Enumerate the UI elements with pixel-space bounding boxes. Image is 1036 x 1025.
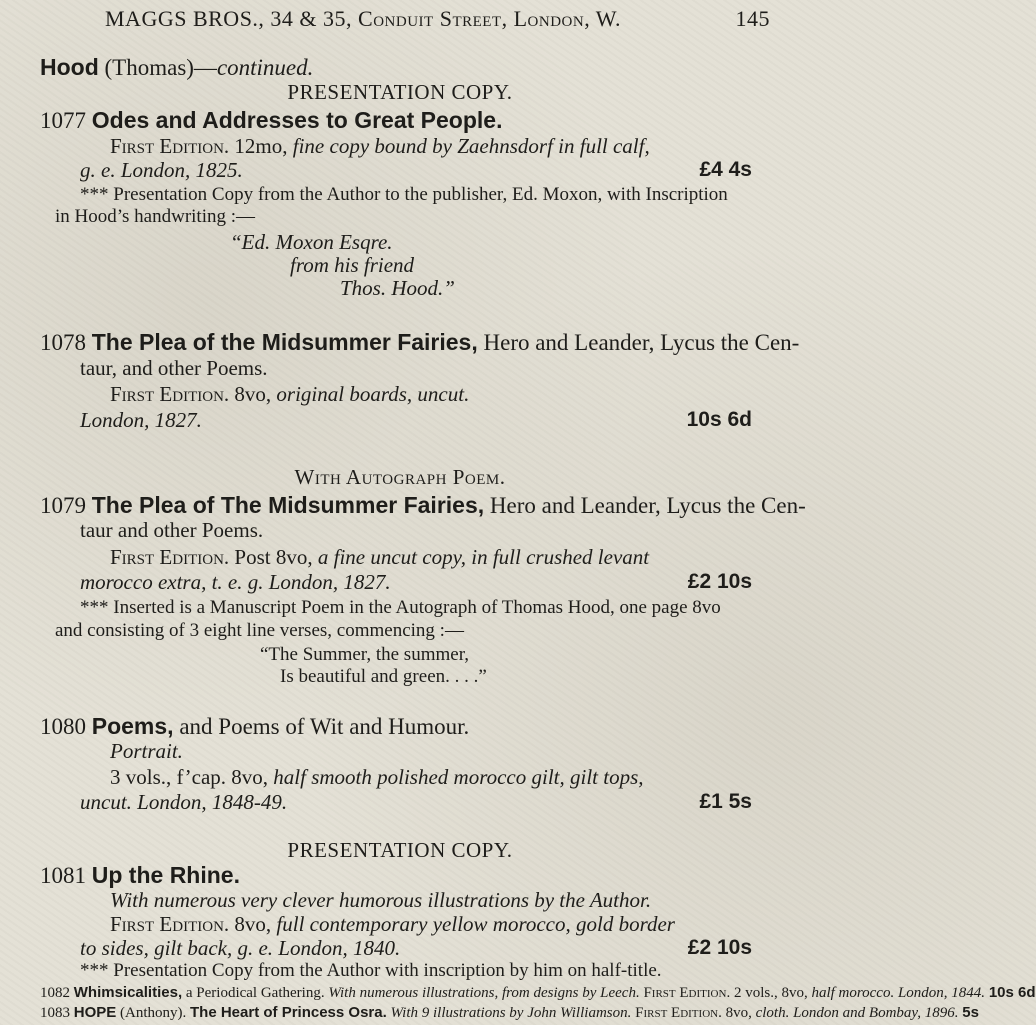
entry-note: *** Presentation Copy from the Author to the publisher, Ed. Moxon, with Inscription <box>80 184 728 205</box>
entry-number: 1082 <box>40 985 70 1001</box>
entry-author: HOPE <box>73 1004 117 1021</box>
label-presentation-copy: PRESENTATION COPY. <box>287 838 513 862</box>
entry-title: The Plea of The Midsummer Fairies, <box>91 492 485 518</box>
entry-number: 1080 <box>40 714 86 739</box>
entry-price: 10s 6d <box>686 408 752 431</box>
entry-heading <box>40 107 502 134</box>
entry-price: £1 5s <box>699 790 752 813</box>
inscription-line: Thos. Hood.” <box>340 276 455 300</box>
entry-number: 1083 <box>40 1005 70 1021</box>
entry-title: Poems, <box>91 713 174 739</box>
entry-line: With 9 illustrations by John Williamson. <box>390 1005 632 1021</box>
entry-line: uncut. London, 1848-49. <box>80 790 288 814</box>
binding-text: half morocco. London, 1844. <box>811 985 986 1001</box>
continued-label: continued. <box>216 55 314 80</box>
author-heading <box>40 54 313 81</box>
entry-title-rest: Hero and Leander, Lycus the Cen- <box>484 493 806 518</box>
edition-label: First Edition. <box>110 134 230 158</box>
format-text: 8vo, <box>229 912 277 936</box>
entry-line <box>110 545 649 570</box>
entry-heading <box>40 492 806 519</box>
page-number: 145 <box>735 6 770 31</box>
entry-price: £2 10s <box>687 570 752 593</box>
label-with-autograph: With Autograph Poem. <box>294 465 506 489</box>
entry-title-rest: and Poems of Wit and Humour. <box>173 714 470 739</box>
label-presentation-copy: PRESENTATION COPY. <box>287 80 513 104</box>
entry-title: The Heart of Princess Osra. <box>190 1004 387 1021</box>
edition-label: First Edition. <box>110 912 230 936</box>
entry-line: morocco extra, t. e. g. London, 1827. <box>80 570 391 594</box>
binding-text: a fine uncut copy, in full crushed levant <box>317 545 650 569</box>
format-text: 8vo, <box>229 382 277 406</box>
edition-label: First Edition. <box>110 382 230 406</box>
entry-line: taur and other Poems. <box>80 518 264 542</box>
header-title: MAGGS BROS., 34 & 35, Conduit Street, London, W. <box>105 6 622 31</box>
entry-number: 1078 <box>40 330 86 355</box>
binding-text: fine copy bound by Zaehnsdorf in full calf, <box>292 134 650 158</box>
entry-number: 1079 <box>40 493 86 518</box>
author-name: Hood <box>40 54 99 80</box>
entry-line: taur, and other Poems. <box>80 356 268 380</box>
entry-line: g. e. London, 1825. <box>80 158 243 182</box>
binding-text: half smooth polished morocco gilt, gilt tops, <box>273 765 644 789</box>
entry-line <box>110 382 469 407</box>
format-text: 2 vols., 8vo, <box>730 985 812 1001</box>
format-text: 8vo, <box>721 1005 756 1021</box>
inscription-line: from his friend <box>290 253 415 277</box>
entry-number: 1077 <box>40 108 86 133</box>
edition-label: First Edition. <box>110 545 230 569</box>
binding-text: original boards, uncut. <box>276 382 470 406</box>
entry-price: £4 4s <box>699 158 752 181</box>
edition-label: First Edition. <box>635 1005 722 1021</box>
entry-price: 10s 6d <box>988 984 1036 1001</box>
entry-line: London, 1827. <box>80 408 202 432</box>
format-text: 12mo, <box>229 134 293 158</box>
poem-line: Is beautiful and green. . . .” <box>280 666 487 687</box>
binding-text: full contemporary yellow morocco, gold border <box>276 912 675 936</box>
entry-line: With numerous very clever humorous illustrations by the Author. <box>110 888 652 912</box>
entry-title: Odes and Addresses to Great People. <box>91 107 503 133</box>
entry-note: *** Inserted is a Manuscript Poem in the Autograph of Thomas Hood, one page 8vo <box>80 597 721 618</box>
entry-price: 5s <box>962 1004 979 1021</box>
entry-line: to sides, gilt back, g. e. London, 1840. <box>80 936 401 960</box>
entry-line: With numerous illustrations, from designs by Leech. <box>328 985 640 1001</box>
entry-line <box>110 765 644 790</box>
format-text: Post 8vo, <box>229 545 318 569</box>
poem-line: “The Summer, the summer, <box>260 644 470 665</box>
entry-note: *** Presentation Copy from the Author with inscription by him on half-title. <box>80 960 662 981</box>
binding-text: cloth. London and Bombay, 1896. <box>755 1005 959 1021</box>
entry-author-rest: (Anthony). <box>116 1005 191 1021</box>
entry-line: Portrait. <box>110 739 183 763</box>
entry-title: The Plea of the Midsummer Fairies, <box>91 329 478 355</box>
entry-title: Whimsicalities, <box>73 984 183 1001</box>
inscription-line: “Ed. Moxon Esqre. <box>230 230 393 254</box>
entry-title-rest: a Periodical Gathering. <box>182 985 325 1001</box>
entry-title-rest: Hero and Leander, Lycus the Cen- <box>477 330 800 355</box>
entry-number: 1081 <box>40 863 86 888</box>
entry-note: in Hood’s handwriting :— <box>55 206 256 227</box>
entry-price: £2 10s <box>687 936 752 959</box>
entry-title: Up the Rhine. <box>91 862 240 888</box>
entry-heading <box>40 329 799 356</box>
entry-heading <box>40 713 469 740</box>
entry-line <box>110 134 650 159</box>
edition-label: First Edition. <box>643 985 731 1001</box>
format-text: 3 vols., f’cap. 8vo, <box>110 765 274 789</box>
entry-note: and consisting of 3 eight line verses, commencing :— <box>55 620 464 641</box>
author-rest: (Thomas)— <box>98 55 217 80</box>
